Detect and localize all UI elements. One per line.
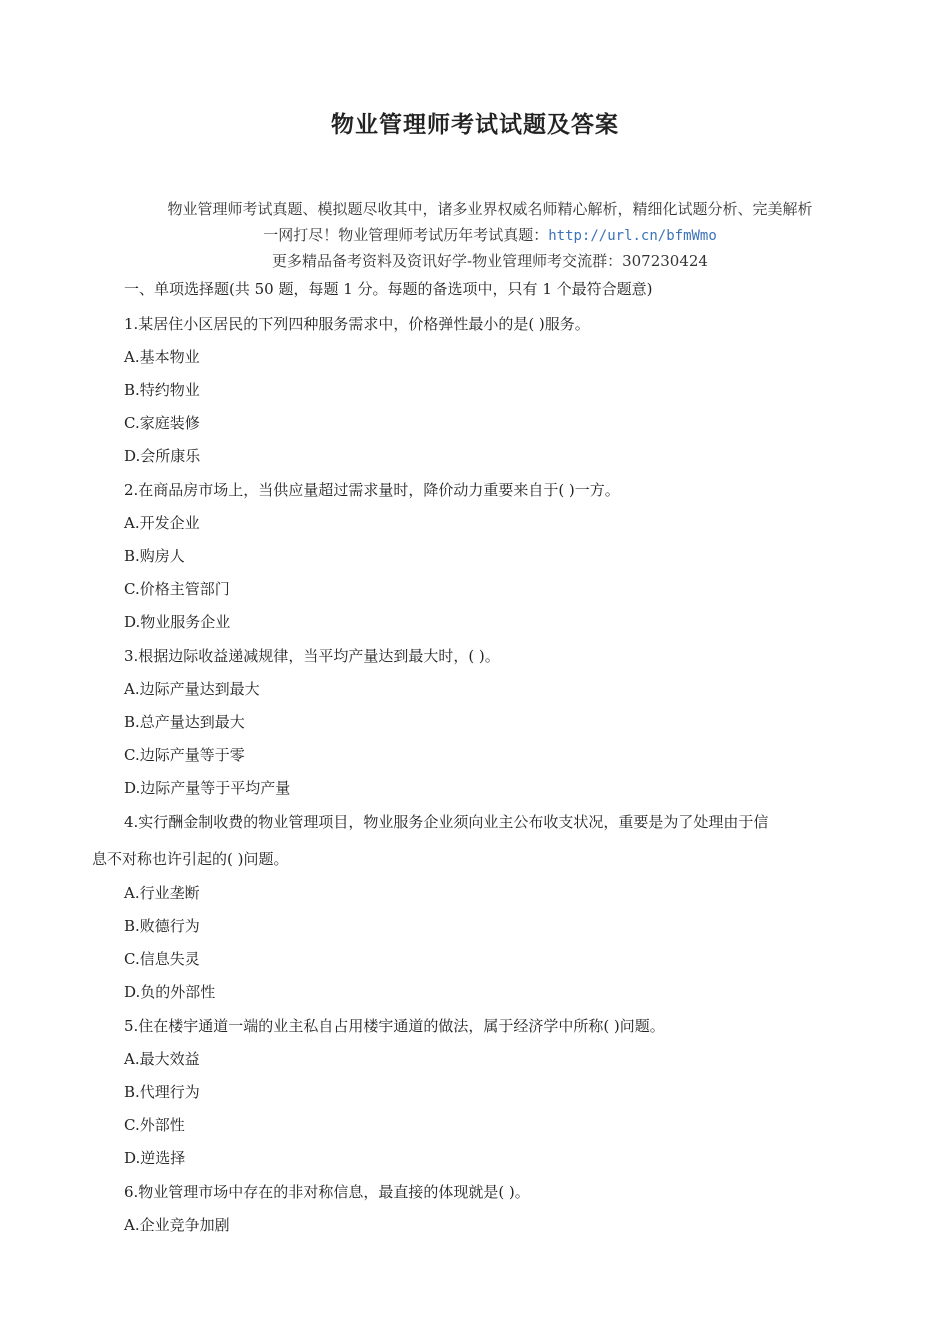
page-title: 物业管理师考试试题及答案 (331, 111, 619, 138)
option-3a: A.边际产量达到最大 (124, 680, 260, 698)
option-5c: C.外部性 (124, 1116, 185, 1134)
intro-line-3: 更多精品备考资料及资讯好学-物业管理师考交流群：307230424 (272, 252, 708, 270)
option-1b: B.特约物业 (124, 381, 200, 399)
section-heading: 一、单项选择题(共 50 题，每题 1 分。每题的备选项中，只有 1 个最符合题意) (124, 280, 653, 298)
option-1c: C.家庭装修 (124, 414, 200, 432)
option-3c: C.边际产量等于零 (124, 746, 245, 764)
option-4c: C.信息失灵 (124, 950, 200, 968)
option-5d: D.逆选择 (124, 1149, 186, 1167)
intro-line-1: 物业管理师考试真题、模拟题尽收其中，诸多业界权威名师精心解析，精细化试题分析、完美解析 (167, 200, 813, 218)
option-1a: A.基本物业 (124, 348, 200, 366)
option-4a: A.行业垄断 (124, 884, 200, 902)
question-6: 6.物业管理市场中存在的非对称信息，最直接的体现就是( )。 (124, 1183, 530, 1201)
option-2a: A.开发企业 (124, 514, 200, 532)
option-5b: B.代理行为 (124, 1083, 200, 1101)
option-3d: D.边际产量等于平均产量 (124, 779, 291, 797)
question-4: 4.实行酬金制收费的物业管理项目，物业服务企业须向业主公布收支状况，重要是为了处理由于信 (124, 813, 769, 831)
option-2d: D.物业服务企业 (124, 613, 231, 631)
intro-line-2-text: 一网打尽！物业管理师考试历年考试真题： (263, 226, 549, 244)
option-3b: B.总产量达到最大 (124, 713, 245, 731)
option-5a: A.最大效益 (124, 1050, 200, 1068)
option-4d: D.负的外部性 (124, 983, 216, 1001)
option-2c: C.价格主管部门 (124, 580, 230, 598)
question-5: 5.住在楼宇通道一端的业主私自占用楼宇通道的做法，属于经济学中所称( )问题。 (124, 1017, 665, 1035)
option-4b: B.败德行为 (124, 917, 200, 935)
option-2b: B.购房人 (124, 547, 185, 565)
option-6a: A.企业竞争加剧 (124, 1216, 230, 1234)
intro-line-2 (110, 222, 870, 249)
question-4-continued: 息不对称也许引起的( )问题。 (92, 850, 289, 868)
question-2: 2.在商品房市场上，当供应量超过需求量时，降价动力重要来自于( )一方。 (124, 481, 620, 499)
exam-link[interactable]: http://url.cn/bfmWmo (548, 228, 717, 244)
question-3: 3.根据边际收益递减规律，当平均产量达到最大时，( )。 (124, 647, 500, 665)
option-1d: D.会所康乐 (124, 447, 201, 465)
question-1: 1.某居住小区居民的下列四种服务需求中，价格弹性最小的是( )服务。 (124, 315, 590, 333)
